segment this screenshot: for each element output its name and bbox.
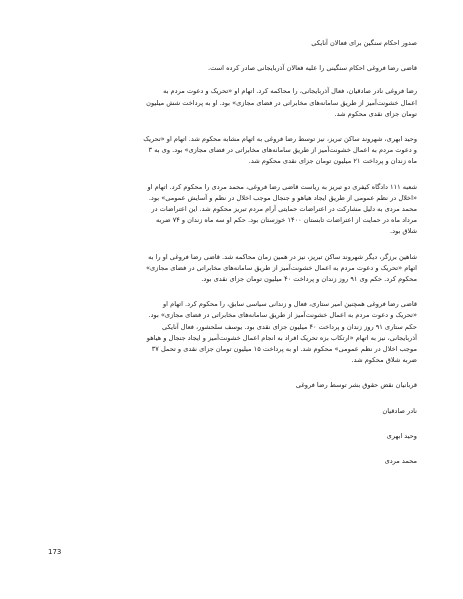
paragraph-line: «تحریک و دعوت مردم به اعمال خشونت‌آمیز از طریق سامانه‌های مخابراتی در فضای مجازی» بود. (148, 311, 417, 320)
victims-heading: قربانیان نقض حقوق بشر توسط رضا فروغی (295, 381, 417, 390)
paragraph-sadeghian (46, 86, 417, 120)
paragraph-line: تومان جزای نقدی محکوم شد. (334, 109, 417, 118)
victim-name: وحید ابهری (386, 431, 417, 440)
document-body (46, 38, 417, 467)
page-number: 173 (48, 548, 62, 556)
paragraph-line: قاضی رضا فروغی همچنین امیر ستاری، فعال و زندانی سیاسی سابق، را محکوم کرد. اتهام او (163, 300, 417, 309)
paragraph-line: ضربه شلاق محکوم شد. (351, 356, 417, 365)
paragraph-line: و دعوت مردم به اعمال خشونت‌آمیز از طریق سامانه‌های مخابراتی در فضای مجازی» بود. وی به ۳ (148, 146, 417, 155)
paragraph-line: شعبه ۱۱۱ دادگاه کیفری دو تبریز به ریاست قاضی رضا فروغی، محمد مردی را محکوم کرد. اتهام او (147, 182, 417, 191)
paragraph-line: رضا فروغی نادر صادقیان، فعال آذربایجانی، را محاکمه کرد. اتهام او «تحریک و دعوت مردم به (163, 87, 417, 96)
victim-name: نادر صادقیان (382, 406, 417, 415)
paragraph-line: شاهین برزگر، دیگر شهروند ساکن تبریز، نیز در همین زمان محاکمه شد. قاضی رضا فروغی او را به (148, 252, 417, 261)
paragraph-line: آذربایجانی، نیز به اتهام «ارتکاب بزه تحریک افراد به انجام اعمال خشونت‌آمیز و ایجاد جنجال و هیاهو (146, 333, 417, 342)
paragraph-line: «اخلال در نظم عمومی از طریق ایجاد هیاهو و جنجال موجب اخلال در نظم و آسایش عمومی» بود. (148, 193, 417, 202)
paragraph-line: شلاق بود. (390, 227, 417, 236)
paragraph-sattari (46, 299, 417, 366)
paragraph-line: اتهام «تحریک و دعوت مردم به اعمال خشونت‌آمیز از طریق سامانه‌های مخابراتی در فضای مجازی» (145, 263, 417, 272)
paragraph-line: موجب اخلال در نظم عمومی» محکوم شد. او به پرداخت ۱۵ میلیون تومان جزای نقدی و تحمل ۳۷ (151, 345, 417, 354)
paragraph-barzegar (46, 252, 417, 286)
paragraph-line: حکم ستاری ۹۱ روز زندان و پرداخت ۴۰ میلیون جزای نقدی بود. یوسف سلحشور، فعال آنایکی (162, 322, 417, 331)
paragraph-line: محکوم کرد. حکم وی ۹۱ روز زندان و پرداخت ۴۰ میلیون تومان جزای نقدی بود. (201, 275, 417, 284)
paragraph-mardi (46, 182, 417, 238)
paragraph-line: ماه زندان و پرداخت ۲۱ میلیون تومان جزای نقدی محکوم شد. (248, 157, 417, 166)
document-title: صدور احکام سنگین برای فعالان آنایکی (311, 39, 417, 47)
paragraph-line: وحید ابهری، شهروند ساکن تبریز، نیز توسط رضا فروغی به اتهام مشابه محکوم شد. اتهام او «تحریک (143, 135, 417, 144)
paragraph-line: اعمال خشونت‌آمیز از طریق سامانه‌های مخابراتی در فضای مجازی» بود. او به پرداخت شش میلیون (146, 98, 417, 107)
paragraph-abhari (46, 134, 417, 168)
victim-name: محمد مردی (384, 457, 417, 466)
paragraph-line: مرداد ماه در حمایت از اعتراضات تابستان ۱۴۰۰ خوزستان بود. حکم او سه ماه زندان و ۷۴ ضربه (155, 216, 417, 225)
document-intro: قاضی رضا فروغی احکام سنگینی را علیه فعالان آذربایجانی صادر کرده است. (208, 64, 417, 73)
paragraph-line: محمد مردی به دلیل مشارکت در اعتراضات حمایتی آرام مردم تبریز محکوم شد. این اعتراضات در (151, 205, 417, 214)
